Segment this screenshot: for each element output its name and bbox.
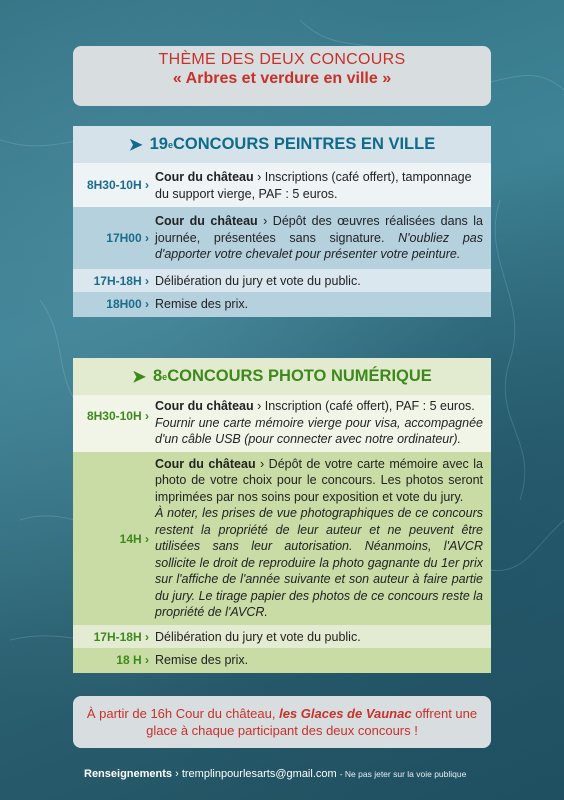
schedule-description: Cour du château › Inscriptions (café offert), tamponnage du support vierge, PAF : 5 euros. xyxy=(155,170,472,201)
schedule-time: 17H-18H › xyxy=(93,629,149,644)
theme-heading: THÈME DES DEUX CONCOURS xyxy=(158,51,406,68)
ice-cream-notice: À partir de 16h Cour du château, les Glaces de Vaunac offrent une glace à chaque participant des deux concours ! xyxy=(73,696,491,748)
schedule-row xyxy=(73,163,491,207)
schedule-time: 18H00 › xyxy=(106,297,149,311)
painters-contest-section xyxy=(73,126,491,317)
contact-email-link[interactable]: tremplinpourlesarts@gmail.com xyxy=(181,768,337,780)
photo-contest-title: ➤ 8 e CONCOURS PHOTO NUMÉRIQUE xyxy=(73,358,491,395)
schedule-row xyxy=(73,625,491,649)
chevron-right-icon: › xyxy=(175,768,182,780)
theme-subtitle: « Arbres et verdure en ville » xyxy=(172,70,392,87)
contact-label: Renseignements xyxy=(84,768,173,780)
painters-contest-title: ➤ 19 e CONCOURS PEINTRES EN VILLE xyxy=(73,126,491,163)
schedule-row xyxy=(73,395,491,452)
disposal-note: - Ne pas jeter sur la voie publique xyxy=(339,769,467,779)
sponsor-name: les Glaces de Vaunac xyxy=(279,706,412,721)
schedule-time: 17H00 › xyxy=(106,231,149,245)
schedule-row xyxy=(73,452,491,625)
schedule-description: Délibération du jury et vote du public. xyxy=(155,629,361,644)
schedule-description: Remise des prix. xyxy=(155,297,249,311)
schedule-row xyxy=(73,292,491,317)
schedule-time: 8H30-10H › xyxy=(86,178,149,192)
chevron-right-icon: ➤ xyxy=(128,135,143,154)
schedule-description: Remise des prix. xyxy=(155,653,249,667)
schedule-row xyxy=(73,207,491,269)
schedule-time: 14H › xyxy=(119,531,149,546)
chevron-right-icon: ➤ xyxy=(132,367,146,386)
schedule-description: Cour du château › Dépôt des œuvres réalisées dans la journée, présentées sans signature. N'oubliez pas d'apporter votre chevalet pour présenter votre peinture. xyxy=(155,214,484,261)
theme-banner xyxy=(73,46,491,106)
schedule-description: Cour du château › Inscription (café offert), PAF : 5 euros. Fournir une carte mémoire vierge pour visa, accompagnée d'un câble USB (pour connecter avec notre ordinateur). xyxy=(155,399,483,446)
schedule-time: 8H30-10H › xyxy=(86,409,149,423)
schedule-description: Délibération du jury et vote du public. xyxy=(155,273,361,288)
schedule-description: Cour du château › Dépôt de votre carte mémoire avec la photo de votre choix pour le concours. Les photos seront imprimées par nos soins pour exposition et vote du jury. À noter, les prises de vue photographiques de ce concours restent la propriété de leur auteur et ne peuvent être utilisées sans leur autorisation. Néanmoins, l'AVCR sollicite le droit de reproduire la photo gagnante du 1er prix sur l'affiche de l'année suivante et son auteur à faire partie du jury. Le tirage papier des photos de ce concours reste la propriété de l'AVCR. xyxy=(155,456,483,619)
contact-line xyxy=(84,768,466,780)
schedule-time: 17H-18H › xyxy=(93,273,149,288)
schedule-row xyxy=(73,269,491,293)
schedule-row xyxy=(73,648,491,673)
schedule-time: 18 H › xyxy=(116,653,149,667)
photo-contest-section xyxy=(73,358,491,673)
